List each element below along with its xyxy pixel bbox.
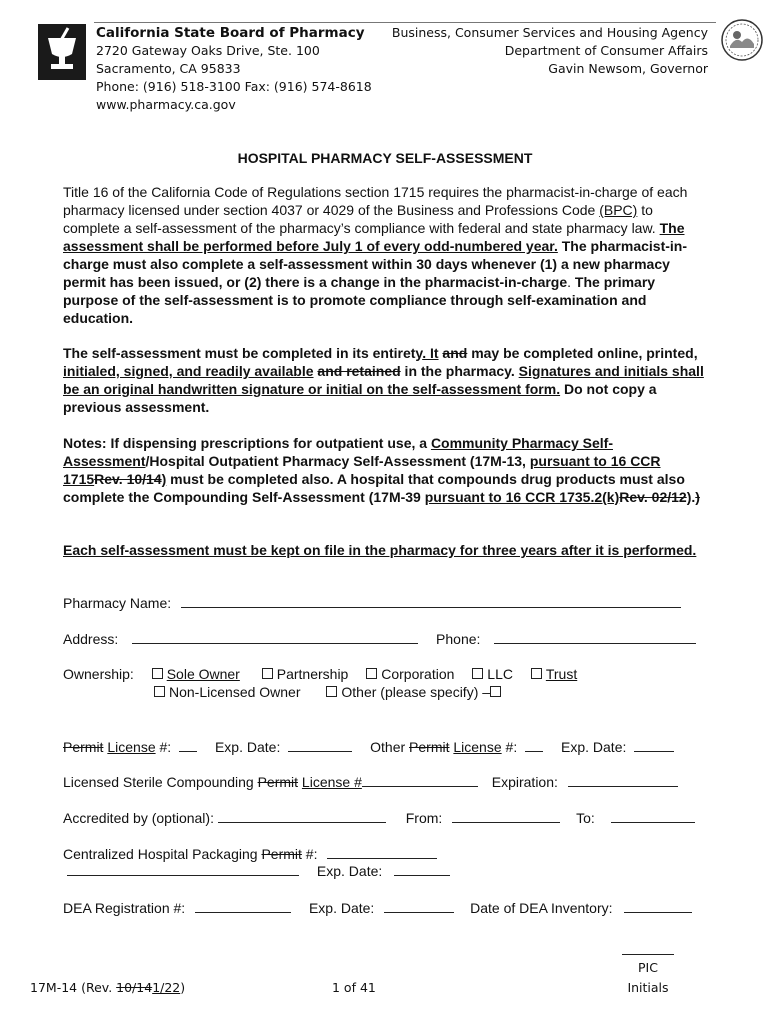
- old-revision: 10/14: [116, 980, 153, 995]
- non-licensed-label: Non-Licensed Owner: [169, 684, 301, 700]
- agency-name: Business, Consumer Services and Housing Agency: [391, 25, 708, 40]
- p2-text: Do not copy a previous assessment.: [63, 381, 657, 415]
- p3-text: Notes: If dispensing prescriptions for outpatient use, a: [63, 435, 431, 451]
- central-exp-date-field[interactable]: [394, 861, 450, 876]
- expiration-label: Expiration:: [491, 774, 558, 790]
- p3-pursuant-1715: pursuant to 16 CCR 1715: [63, 453, 661, 487]
- ownership-label: Ownership:: [63, 666, 134, 682]
- option-sole-owner[interactable]: [152, 666, 240, 682]
- pharmacy-name-field[interactable]: [181, 593, 681, 608]
- state-seal-icon: [720, 18, 764, 62]
- p3-community-link: Community Pharmacy Self-Assessment: [63, 435, 613, 469]
- p3-text: /Hospital Outpatient Pharmacy Self-Assessment (17M-13,: [145, 453, 530, 469]
- dea-exp-date-field[interactable]: [384, 898, 454, 913]
- ownership-row-2: [154, 683, 505, 701]
- letterhead-rule: [94, 22, 716, 23]
- exp-date-label: Exp. Date:: [214, 739, 281, 755]
- ownership-row: [63, 665, 577, 683]
- dea-registration-field[interactable]: [195, 898, 291, 913]
- corporation-checkbox[interactable]: [366, 668, 377, 679]
- p1-bold-text: The pharmacist-in-charge must also complete a self-assessment within 30 days whenever (1) a new pharmacy permit has been issued, or (2) there is a change in the pharmacist-in-charge: [63, 238, 687, 290]
- page-number: 1 of 41: [332, 980, 376, 995]
- central-num-label: #:: [301, 846, 318, 862]
- other-label: Other (please specify) –: [341, 684, 491, 700]
- trust-checkbox[interactable]: [531, 668, 542, 679]
- notes-paragraph: [63, 434, 711, 506]
- address-field[interactable]: [132, 629, 418, 644]
- p3-struck-paren: ): [695, 489, 700, 505]
- pic-initials-line[interactable]: [622, 954, 674, 955]
- p1-bold-text: The primary purpose of the self-assessment is to promote compliance through self-examination and education.: [63, 274, 656, 326]
- from-label: From:: [405, 810, 443, 826]
- board-of-pharmacy-logo: [38, 24, 86, 80]
- non-licensed-checkbox[interactable]: [154, 686, 165, 697]
- dea-inventory-label: Date of DEA Inventory:: [470, 900, 613, 916]
- board-address-block: [96, 24, 372, 114]
- address-label: Address:: [63, 631, 119, 647]
- pharmacy-name-label: Pharmacy Name:: [63, 595, 172, 611]
- sterile-row: [63, 772, 678, 791]
- phone-field[interactable]: [494, 629, 696, 644]
- p1-deadline: The assessment shall be performed before July 1 of every odd-numbered year.: [63, 220, 685, 254]
- p3-pursuant-1735: pursuant to 16 CCR 1735.2(k): [424, 489, 620, 505]
- other-license-num-label: #:: [501, 739, 518, 755]
- p4-text: Each self-assessment must be kept on file in the pharmacy for three years after it is performed.: [63, 542, 697, 558]
- central-permit-field[interactable]: [327, 844, 437, 859]
- initials-label: Initials: [627, 980, 669, 995]
- partnership-label: Partnership: [276, 666, 349, 682]
- permit-struck: Permit: [409, 739, 450, 755]
- central-packaging-label: Centralized Hospital Packaging: [63, 846, 258, 862]
- accredited-row: [63, 808, 695, 827]
- dea-label: DEA Registration #:: [63, 900, 186, 916]
- other-license-exp-date-field[interactable]: [634, 737, 674, 752]
- license-row: [63, 737, 674, 756]
- form-number: 17M-14 (Rev.: [30, 980, 117, 995]
- license-num-label: #:: [155, 739, 172, 755]
- license-exp-date-field[interactable]: [288, 737, 352, 752]
- option-corporation[interactable]: [366, 666, 454, 682]
- option-trust[interactable]: [531, 666, 577, 682]
- license-label: License: [453, 739, 502, 755]
- sterile-license-field[interactable]: [362, 772, 478, 787]
- permit-struck: Permit: [261, 846, 302, 862]
- license-number-field[interactable]: [179, 737, 197, 752]
- dea-exp-label: Exp. Date:: [308, 900, 375, 916]
- from-date-field[interactable]: [452, 808, 560, 823]
- option-partnership[interactable]: [262, 666, 349, 682]
- sole-owner-checkbox[interactable]: [152, 668, 163, 679]
- llc-label: LLC: [487, 666, 513, 682]
- sterile-expiration-field[interactable]: [568, 772, 678, 787]
- trust-label: Trust: [545, 666, 578, 682]
- sterile-label: Licensed Sterile Compounding: [63, 774, 254, 790]
- partnership-checkbox[interactable]: [262, 668, 273, 679]
- option-non-licensed[interactable]: [154, 684, 301, 700]
- address-line-2: Sacramento, CA 95833: [96, 61, 241, 76]
- p2-struck-retained: and retained: [317, 363, 401, 379]
- p2-text: The self-assessment must be completed in its entirety: [63, 345, 423, 361]
- pharmacy-name-row: [63, 593, 681, 612]
- p2-text: may be completed online, printed: [467, 345, 694, 361]
- permit-struck: Permit: [257, 774, 299, 790]
- central-exp-label: Exp. Date:: [316, 863, 383, 879]
- sole-owner-label: Sole Owner: [166, 666, 240, 682]
- board-name: California State Board of Pharmacy: [96, 25, 365, 41]
- central-name-field[interactable]: [67, 861, 299, 876]
- option-llc[interactable]: [472, 666, 513, 682]
- form-revision-close: ): [180, 980, 186, 995]
- to-label: To:: [576, 810, 595, 826]
- page-title: HOSPITAL PHARMACY SELF-ASSESSMENT: [237, 150, 533, 166]
- p3-paren: ): [161, 471, 167, 487]
- llc-checkbox[interactable]: [472, 668, 483, 679]
- p1-text: .: [567, 274, 575, 290]
- address-row: [63, 629, 696, 648]
- license-hash-label: License #: [301, 774, 362, 790]
- new-revision: 1/22: [152, 980, 181, 995]
- p1-bpc: (BPC): [599, 202, 638, 218]
- p1-text: Title 16 of the California Code of Regulations section 1715 requires the pharmacist-in-charge of each pharmacy licensed under section 4037 or 4029 of the Business and Professions Code: [63, 184, 688, 218]
- website-link[interactable]: www.pharmacy.ca.gov: [96, 97, 236, 112]
- p2-struck-and: and: [442, 345, 468, 361]
- p3-struck-rev: Rev. 10/14: [94, 471, 162, 487]
- phone-label: Phone:: [436, 631, 481, 647]
- corporation-label: Corporation: [381, 666, 455, 682]
- other-checkbox[interactable]: [326, 686, 337, 697]
- license-label: License: [107, 739, 156, 755]
- other-license-number-field[interactable]: [525, 737, 543, 752]
- p3-text: must be completed also. A hospital that compounds drug products must also complete the Compounding Self-Assessment (17M-39: [63, 471, 685, 505]
- department-name: Department of Consumer Affairs: [504, 43, 708, 58]
- pic-label: PIC: [638, 960, 658, 975]
- permit-struck: Permit: [63, 739, 104, 755]
- address-line-1: 2720 Gateway Oaks Drive, Ste. 100: [96, 43, 320, 58]
- agency-block: [392, 24, 708, 78]
- p2-it: . It: [422, 345, 439, 361]
- option-other[interactable]: [326, 684, 505, 700]
- p1-text: to complete a self-assessment of the pharmacy’s compliance with federal and state pharmacy law.: [63, 202, 660, 236]
- to-date-field[interactable]: [611, 808, 695, 823]
- accredited-label: Accredited by (optional):: [63, 810, 214, 826]
- p2-initialed: , initialed, signed, and readily available: [63, 345, 698, 379]
- governor-name: Gavin Newsom, Governor: [548, 61, 708, 76]
- other-specify-checkbox[interactable]: [490, 686, 501, 697]
- p2-text: in the pharmacy.: [400, 363, 519, 379]
- retention-paragraph: [63, 541, 711, 559]
- other-license-label: Other: [370, 739, 406, 755]
- p3-text: ).: [686, 489, 696, 505]
- p3-struck-rev: Rev. 02/12: [619, 489, 687, 505]
- intro-paragraph: [63, 183, 711, 327]
- phone-fax: Phone: (916) 518-3100 Fax: (916) 574-8618: [96, 79, 372, 94]
- exp-date-label: Exp. Date:: [561, 739, 627, 755]
- central-packaging-row-2: [63, 861, 450, 880]
- completion-paragraph: [63, 344, 711, 416]
- accredited-by-field[interactable]: [218, 808, 386, 823]
- dea-inventory-date-field[interactable]: [624, 898, 692, 913]
- p2-signatures: Signatures and initials shall be an original handwritten signature or initial on the self-assessment form.: [63, 363, 704, 397]
- dea-row: [63, 898, 692, 917]
- form-revision: [30, 980, 185, 995]
